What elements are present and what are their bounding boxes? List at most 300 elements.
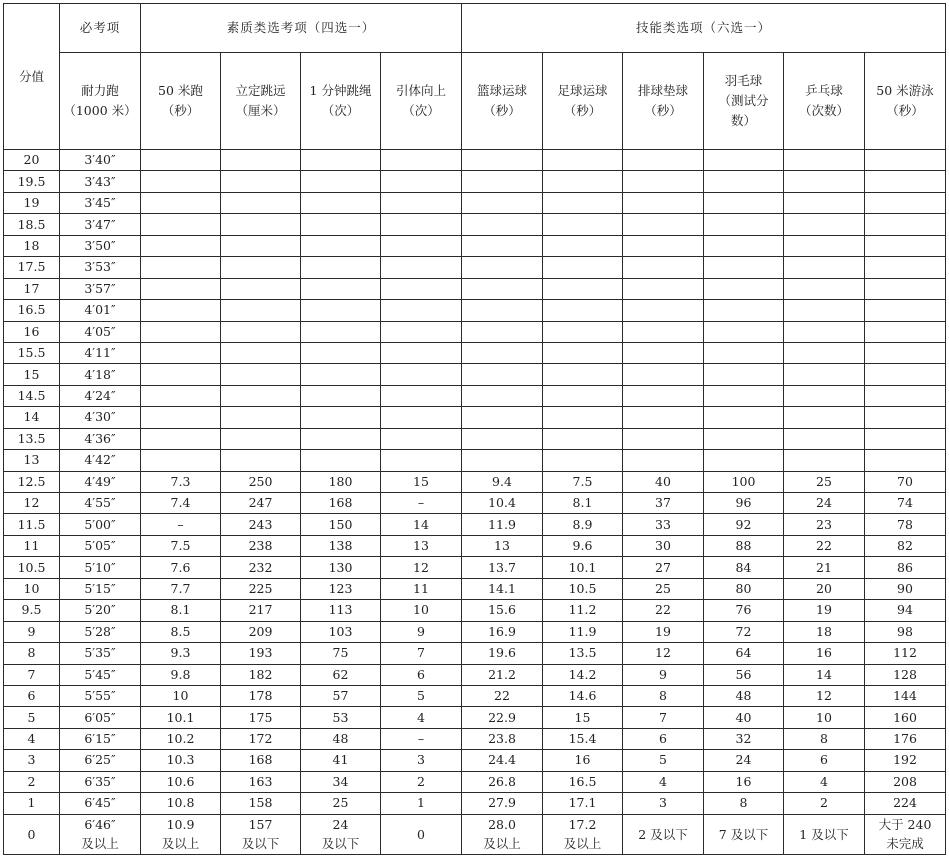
value-cell: 25 [301,793,381,814]
value-cell: – [381,728,462,749]
value-cell: 6′45″ [60,793,141,814]
value-cell: 113 [301,600,381,621]
value-cell [301,150,381,171]
value-cell: 7.7 [141,578,221,599]
value-cell [221,278,301,299]
value-cell: 20 [784,578,865,599]
value-cell [462,814,543,854]
cell-value: 6′46″ [84,817,116,833]
value-cell: 5 [623,750,704,771]
value-cell [704,342,784,363]
cell-suffix: 及以下 [241,836,280,852]
cell-value: 157 [248,817,273,833]
cell-suffix: 及以上 [81,836,119,852]
column-header-name: 排球垫球 [637,83,688,98]
value-cell: 96 [704,493,784,514]
score-cell: 2 [4,771,60,792]
value-cell [784,257,865,278]
value-cell: 8.5 [141,621,221,642]
value-cell [301,428,381,449]
value-cell: 98 [865,621,946,642]
score-cell: 14 [4,407,60,428]
value-cell [381,171,462,192]
table-row [4,557,946,578]
value-cell [865,385,946,406]
value-cell: 70 [865,471,946,492]
value-cell: 17.1 [543,793,623,814]
cell-value: 0 [417,826,425,842]
value-cell: 22 [462,685,543,706]
value-cell: 10.4 [462,493,543,514]
value-cell [623,450,704,471]
value-cell: 13 [381,535,462,556]
value-cell [784,342,865,363]
table-row [4,214,946,235]
value-cell: 14 [784,664,865,685]
value-cell [865,235,946,256]
value-cell: 10.5 [543,578,623,599]
value-cell [704,428,784,449]
value-cell [543,150,623,171]
score-cell: 13 [4,450,60,471]
value-cell [301,235,381,256]
value-cell: 82 [865,535,946,556]
value-cell [623,342,704,363]
column-header-name: 乒乓球 [805,83,843,98]
value-cell [141,214,221,235]
value-cell [221,814,301,854]
column-header [301,53,381,150]
value-cell [381,385,462,406]
value-cell: 130 [301,557,381,578]
value-cell: 2 [784,793,865,814]
value-cell: – [141,514,221,535]
value-cell: 5 [381,685,462,706]
cell-value: 10.9 [166,817,195,833]
value-cell: 3′53″ [60,257,141,278]
value-cell [623,385,704,406]
value-cell [623,300,704,321]
score-cell: 8 [4,643,60,664]
value-cell: 19 [784,600,865,621]
value-cell: 84 [704,557,784,578]
score-cell: 19 [4,192,60,213]
value-cell: 4 [381,707,462,728]
score-cell: 3 [4,750,60,771]
value-cell: 5′20″ [60,600,141,621]
value-cell [543,342,623,363]
value-cell [462,171,543,192]
value-cell [462,300,543,321]
value-cell: 6 [381,664,462,685]
value-cell: 128 [865,664,946,685]
value-cell [543,385,623,406]
value-cell: 10.1 [141,707,221,728]
value-cell: 72 [704,621,784,642]
column-header-name: 50 米跑 [158,83,203,98]
value-cell [865,192,946,213]
table-row [4,364,946,385]
column-header [784,53,865,150]
value-cell: 5′45″ [60,664,141,685]
value-cell [141,192,221,213]
value-cell: 14 [381,514,462,535]
value-cell: 7.5 [141,535,221,556]
value-cell: 7.4 [141,493,221,514]
value-cell [784,814,865,854]
column-header [221,53,301,150]
value-cell [301,364,381,385]
value-cell [301,257,381,278]
value-cell [704,257,784,278]
value-cell [623,235,704,256]
value-cell [221,171,301,192]
value-cell: 138 [301,535,381,556]
column-header [381,53,462,150]
score-header: 分值 [4,4,60,150]
table-row [4,750,946,771]
value-cell: 75 [301,643,381,664]
value-cell [865,321,946,342]
value-cell: 12 [381,557,462,578]
value-cell: 3′43″ [60,171,141,192]
value-cell: 11.2 [543,600,623,621]
value-cell [704,814,784,854]
column-header-unit: （次数） [798,103,849,118]
value-cell [141,257,221,278]
value-cell: 57 [301,685,381,706]
value-cell: 11.9 [543,621,623,642]
value-cell [704,385,784,406]
column-header-unit: （厘米） [235,103,286,118]
cell-suffix: 未完成 [886,836,924,852]
value-cell: 225 [221,578,301,599]
value-cell: 10 [141,685,221,706]
value-cell [543,428,623,449]
column-header-unit: （次） [402,103,440,118]
value-cell [865,257,946,278]
table-row [4,685,946,706]
value-cell: 123 [301,578,381,599]
value-cell: 11 [381,578,462,599]
table-row [4,535,946,556]
column-header-unit: （次） [321,103,360,118]
score-cell: 1 [4,793,60,814]
value-cell [301,342,381,363]
value-cell: 7 [623,707,704,728]
value-cell: 1 [381,793,462,814]
value-cell [381,407,462,428]
value-cell [543,214,623,235]
value-cell: 27.9 [462,793,543,814]
value-cell: 6′15″ [60,728,141,749]
value-cell [865,428,946,449]
value-cell: 78 [865,514,946,535]
value-cell: 33 [623,514,704,535]
value-cell: 90 [865,578,946,599]
value-cell: 15 [543,707,623,728]
value-cell [623,150,704,171]
score-cell: 0 [4,814,60,854]
value-cell: 10.1 [543,557,623,578]
value-cell [865,342,946,363]
value-cell [543,407,623,428]
value-cell: 26.8 [462,771,543,792]
required-header: 必考项 [60,4,141,53]
column-header [141,53,221,150]
column-header-unit: （秒） [886,103,924,118]
value-cell [623,214,704,235]
value-cell: 12 [623,643,704,664]
value-cell: 9 [623,664,704,685]
value-cell [462,321,543,342]
value-cell: 160 [865,707,946,728]
value-cell [784,407,865,428]
value-cell: 243 [221,514,301,535]
table-row [4,707,946,728]
value-cell [784,321,865,342]
score-cell: 9.5 [4,600,60,621]
value-cell [543,257,623,278]
value-cell: 76 [704,600,784,621]
value-cell: 247 [221,493,301,514]
value-cell: 24.4 [462,750,543,771]
value-cell [301,192,381,213]
score-cell: 18.5 [4,214,60,235]
value-cell [865,364,946,385]
value-cell [221,364,301,385]
value-cell: 100 [704,471,784,492]
value-cell: 15 [381,471,462,492]
score-table [3,3,946,855]
value-cell [462,214,543,235]
value-cell [865,300,946,321]
score-cell: 11 [4,535,60,556]
value-cell: 10.3 [141,750,221,771]
value-cell: 3 [381,750,462,771]
value-cell: 27 [623,557,704,578]
table-row [4,728,946,749]
score-cell: 18 [4,235,60,256]
value-cell [381,364,462,385]
value-cell: 86 [865,557,946,578]
value-cell [462,278,543,299]
column-header-unit: （测试分数） [718,93,769,128]
value-cell: 48 [301,728,381,749]
value-cell: 32 [704,728,784,749]
value-cell [301,814,381,854]
score-cell: 16.5 [4,300,60,321]
value-cell [462,150,543,171]
value-cell: 5′15″ [60,578,141,599]
cell-value: 17.2 [568,817,597,833]
column-header-name: 立定跳远 [235,83,286,98]
value-cell [141,342,221,363]
score-cell: 6 [4,685,60,706]
value-cell [784,192,865,213]
column-header [462,53,543,150]
value-cell: 8 [704,793,784,814]
value-cell: 6′25″ [60,750,141,771]
value-cell: 24 [704,750,784,771]
table-row [4,342,946,363]
cell-suffix: 及以下 [321,836,360,852]
value-cell [462,450,543,471]
score-cell: 12 [4,493,60,514]
value-cell: 3′47″ [60,214,141,235]
value-cell: 9.6 [543,535,623,556]
table-row [4,235,946,256]
value-cell: 23 [784,514,865,535]
value-cell [784,300,865,321]
table-row [4,300,946,321]
value-cell [141,814,221,854]
value-cell [865,278,946,299]
value-cell: 9.3 [141,643,221,664]
value-cell: 6′35″ [60,771,141,792]
value-cell [865,450,946,471]
value-cell [543,300,623,321]
value-cell [141,171,221,192]
value-cell [301,214,381,235]
value-cell [462,342,543,363]
score-cell: 19.5 [4,171,60,192]
value-cell: 24 [784,493,865,514]
value-cell [784,385,865,406]
value-cell [543,321,623,342]
value-cell [865,407,946,428]
score-cell: 20 [4,150,60,171]
value-cell: 8.1 [543,493,623,514]
column-header-unit: （1000 米） [63,103,137,118]
score-cell: 7 [4,664,60,685]
value-cell: 238 [221,535,301,556]
value-cell [301,450,381,471]
table-row [4,578,946,599]
value-cell: 13.5 [543,643,623,664]
value-cell [381,235,462,256]
score-cell: 10.5 [4,557,60,578]
value-cell [784,235,865,256]
value-cell: 9.8 [141,664,221,685]
value-cell: 19 [623,621,704,642]
table-row [4,385,946,406]
value-cell [221,192,301,213]
value-cell: 6 [623,728,704,749]
value-cell [141,428,221,449]
value-cell: 16.5 [543,771,623,792]
value-cell: 64 [704,643,784,664]
value-cell: 232 [221,557,301,578]
score-cell: 12.5 [4,471,60,492]
value-cell: 13 [462,535,543,556]
value-cell [221,321,301,342]
table-row [4,407,946,428]
value-cell: 180 [301,471,381,492]
table-row-last [4,814,946,854]
value-cell: 163 [221,771,301,792]
table-row [4,600,946,621]
value-cell [623,407,704,428]
value-cell: 94 [865,600,946,621]
value-cell: 14.2 [543,664,623,685]
value-cell: 34 [301,771,381,792]
value-cell [221,257,301,278]
value-cell [381,428,462,449]
value-cell [381,278,462,299]
value-cell [60,814,141,854]
column-header [623,53,704,150]
table-row [4,192,946,213]
value-cell: 10.2 [141,728,221,749]
cell-value: 1 及以下 [799,826,849,842]
value-cell: 5′55″ [60,685,141,706]
value-cell: 103 [301,621,381,642]
value-cell [704,450,784,471]
table-row [4,450,946,471]
value-cell: 30 [623,535,704,556]
value-cell [623,257,704,278]
value-cell: 158 [221,793,301,814]
value-cell: 172 [221,728,301,749]
value-cell [865,814,946,854]
value-cell [704,214,784,235]
value-cell [221,150,301,171]
value-cell [141,385,221,406]
value-cell: 7.3 [141,471,221,492]
value-cell [221,407,301,428]
cell-suffix: 及以上 [563,836,602,852]
value-cell: 8.1 [141,600,221,621]
value-cell [462,235,543,256]
column-header-name: 耐力跑 [81,83,119,98]
value-cell [704,235,784,256]
value-cell: 168 [221,750,301,771]
value-cell: 22 [623,600,704,621]
column-header [865,53,946,150]
score-cell: 10 [4,578,60,599]
value-cell [784,450,865,471]
table-row [4,621,946,642]
value-cell: 25 [784,471,865,492]
table-row [4,771,946,792]
value-cell: – [381,493,462,514]
value-cell: 150 [301,514,381,535]
score-cell: 14.5 [4,385,60,406]
value-cell: 37 [623,493,704,514]
value-cell [623,321,704,342]
column-header-name: 1 分钟跳绳 [309,83,372,98]
value-cell: 250 [221,471,301,492]
column-header-unit: （秒） [563,103,602,118]
value-cell: 182 [221,664,301,685]
value-cell: 8 [623,685,704,706]
value-cell: 7.5 [543,471,623,492]
value-cell [704,278,784,299]
value-cell: 10.8 [141,793,221,814]
value-cell [462,385,543,406]
value-cell: 4′24″ [60,385,141,406]
value-cell: 22.9 [462,707,543,728]
value-cell [141,407,221,428]
value-cell [221,235,301,256]
value-cell: 13.7 [462,557,543,578]
value-cell: 4′55″ [60,493,141,514]
value-cell [543,171,623,192]
column-header-name: 引体向上 [395,83,446,98]
column-header-name: 足球运球 [557,83,608,98]
value-cell [221,385,301,406]
